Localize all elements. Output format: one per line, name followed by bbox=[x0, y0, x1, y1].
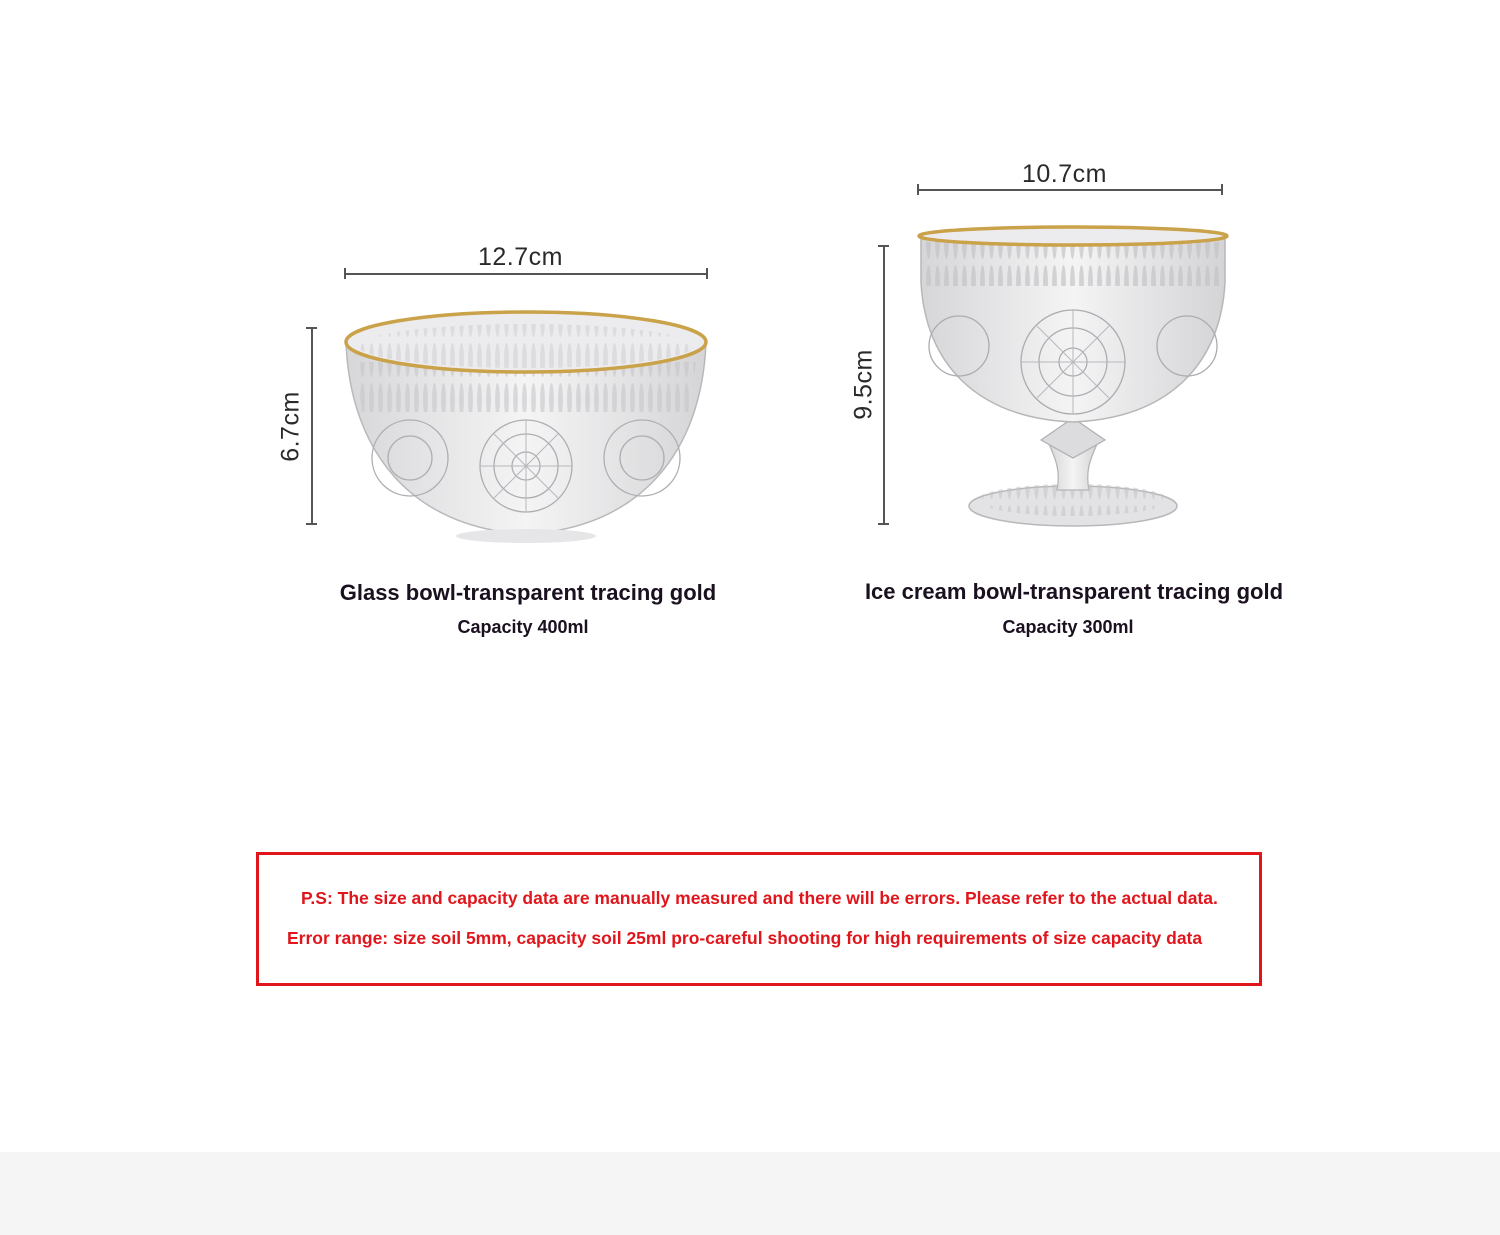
height-label: 9.5cm bbox=[849, 349, 878, 420]
height-dimension-line bbox=[883, 245, 885, 525]
disclaimer-line-2: Error range: size soil 5mm, capacity soil 25ml pro-careful shooting for high requirements of size capacity data bbox=[287, 928, 1203, 948]
width-dimension-line bbox=[344, 273, 708, 275]
glass-bowl-image bbox=[340, 300, 712, 545]
footer-band bbox=[0, 1152, 1500, 1235]
width-label: 12.7cm bbox=[478, 243, 563, 271]
height-tick-top bbox=[306, 327, 317, 329]
disclaimer-line-1: P.S: The size and capacity data are manually measured and there will be errors. Please refer to the actual data. bbox=[301, 888, 1218, 908]
width-tick-left bbox=[917, 184, 919, 195]
width-tick-right bbox=[706, 268, 708, 279]
ice-cream-bowl-image bbox=[915, 222, 1231, 534]
height-label: 6.7cm bbox=[276, 391, 305, 462]
disclaimer-box bbox=[256, 852, 1262, 986]
width-label: 10.7cm bbox=[1022, 160, 1107, 188]
product-title: Ice cream bowl-transparent tracing gold bbox=[864, 579, 1284, 604]
product-capacity: Capacity 400ml bbox=[457, 617, 589, 637]
width-dimension-line bbox=[917, 189, 1223, 191]
height-dimension-line bbox=[311, 327, 313, 524]
product-capacity: Capacity 300ml bbox=[1002, 617, 1134, 637]
product-title: Glass bowl-transparent tracing gold bbox=[339, 580, 717, 605]
height-tick-top bbox=[878, 245, 889, 247]
width-tick-right bbox=[1221, 184, 1223, 195]
height-tick-bottom bbox=[878, 523, 889, 525]
width-tick-left bbox=[344, 268, 346, 279]
height-tick-bottom bbox=[306, 523, 317, 525]
